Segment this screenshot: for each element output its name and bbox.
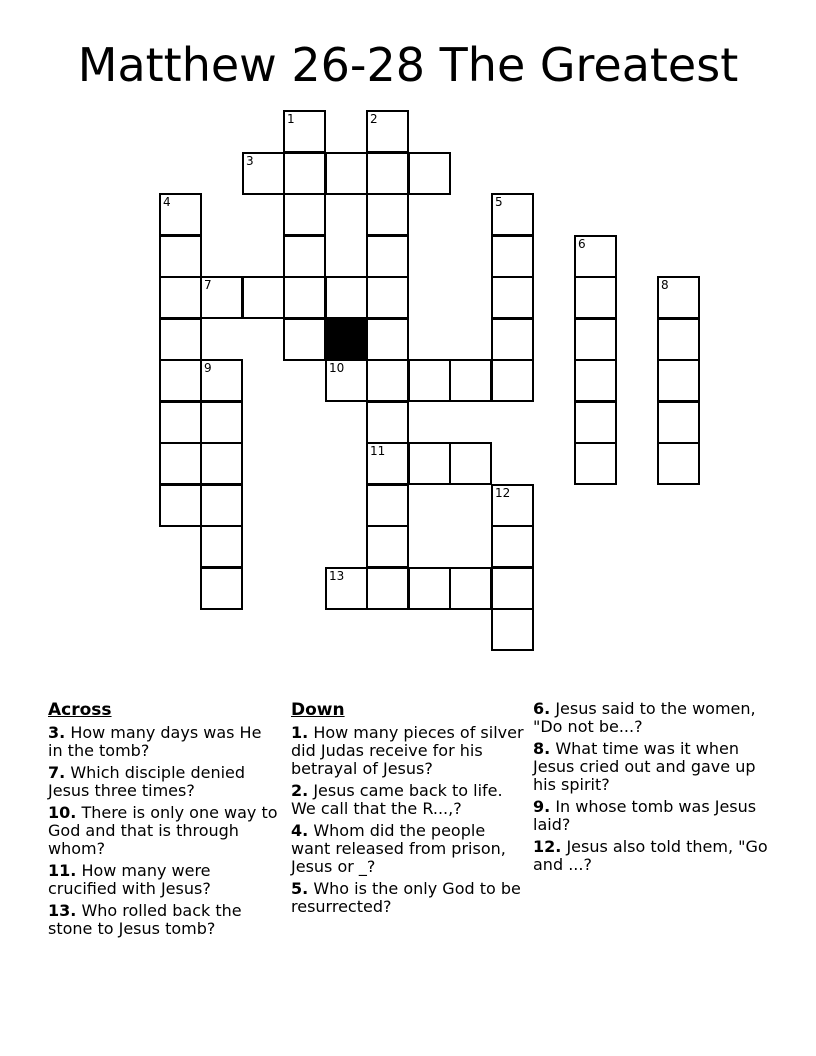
- grid-cell[interactable]: [366, 235, 409, 278]
- clue-text: Jesus also told them, "Go and ...?: [533, 837, 768, 874]
- grid-cell[interactable]: [491, 318, 534, 361]
- grid-cell[interactable]: [491, 235, 534, 278]
- grid-cell[interactable]: [325, 276, 368, 319]
- cell-number: 5: [495, 195, 503, 209]
- clue-number: 9.: [533, 797, 551, 816]
- clue-text: Who rolled back the stone to Jesus tomb?: [48, 901, 242, 938]
- clue-item: [533, 700, 773, 736]
- clue-text: Who is the only God to be resurrected?: [291, 879, 521, 916]
- cell-number: 13: [329, 569, 345, 583]
- black-cell: [325, 318, 368, 361]
- cell-number: 12: [495, 486, 511, 500]
- grid-cell[interactable]: [574, 318, 617, 361]
- clue-number: 8.: [533, 739, 551, 758]
- grid-cell[interactable]: [159, 193, 202, 236]
- clue-text: How many days was He in the tomb?: [48, 723, 262, 760]
- grid-cell[interactable]: [366, 401, 409, 444]
- clue-item: [291, 724, 526, 778]
- grid-cell[interactable]: [200, 276, 243, 319]
- across-clue-list: [48, 724, 280, 938]
- cell-number: 6: [578, 237, 586, 251]
- grid-cell[interactable]: [408, 442, 451, 485]
- grid-cell[interactable]: [408, 359, 451, 402]
- clue-text: How many were crucified with Jesus?: [48, 861, 211, 898]
- grid-cell[interactable]: [574, 442, 617, 485]
- grid-cell[interactable]: [366, 525, 409, 568]
- clue-number: 3.: [48, 723, 66, 742]
- grid-cell[interactable]: [366, 442, 409, 485]
- clue-item: [48, 724, 280, 760]
- grid-cell[interactable]: [366, 276, 409, 319]
- grid-cell[interactable]: [491, 359, 534, 402]
- down-clue-list-continued: [533, 700, 773, 874]
- grid-cell[interactable]: [574, 359, 617, 402]
- grid-cell[interactable]: [200, 525, 243, 568]
- clue-number: 5.: [291, 879, 309, 898]
- cell-number: 3: [246, 154, 254, 168]
- grid-cell[interactable]: [283, 276, 326, 319]
- grid-cell[interactable]: [283, 110, 326, 153]
- grid-cell[interactable]: [408, 567, 451, 610]
- clue-text: How many pieces of silver did Judas receive for his betrayal of Jesus?: [291, 723, 524, 778]
- clue-item: [291, 880, 526, 916]
- clue-text: Which disciple denied Jesus three times?: [48, 763, 246, 800]
- clue-text: Jesus came back to life. We call that the R...,?: [291, 781, 503, 818]
- clue-number: 2.: [291, 781, 309, 800]
- grid-cell[interactable]: [449, 442, 492, 485]
- clue-number: 1.: [291, 723, 309, 742]
- clue-number: 10.: [48, 803, 77, 822]
- grid-cell[interactable]: [159, 318, 202, 361]
- grid-cell[interactable]: [242, 276, 285, 319]
- grid-cell[interactable]: [159, 484, 202, 527]
- clue-text: There is only one way to God and that is through whom?: [48, 803, 278, 858]
- grid-cell[interactable]: [325, 152, 368, 195]
- clue-item: [533, 740, 773, 794]
- cell-number: 9: [204, 361, 212, 375]
- clue-number: 6.: [533, 699, 551, 718]
- cell-number: 1: [287, 112, 295, 126]
- cell-number: 10: [329, 361, 345, 375]
- grid-cell[interactable]: [200, 442, 243, 485]
- grid-cell[interactable]: [491, 608, 534, 651]
- grid-cell[interactable]: [325, 359, 368, 402]
- grid-cell[interactable]: [491, 525, 534, 568]
- grid-cell[interactable]: [449, 567, 492, 610]
- grid-cell[interactable]: [242, 152, 285, 195]
- grid-cell[interactable]: [283, 193, 326, 236]
- clue-item: [48, 804, 280, 858]
- down-clues: [291, 700, 526, 920]
- clue-number: 13.: [48, 901, 77, 920]
- clue-item: [291, 822, 526, 876]
- grid-cell[interactable]: [657, 276, 700, 319]
- grid-cell[interactable]: [159, 359, 202, 402]
- grid-cell[interactable]: [366, 359, 409, 402]
- clue-number: 4.: [291, 821, 309, 840]
- grid-cell[interactable]: [408, 152, 451, 195]
- grid-cell[interactable]: [283, 152, 326, 195]
- down-clues-continued: [533, 700, 773, 878]
- down-heading: Down: [291, 700, 345, 720]
- grid-cell[interactable]: [366, 110, 409, 153]
- grid-cell[interactable]: [574, 401, 617, 444]
- grid-cell[interactable]: [159, 276, 202, 319]
- clue-text: What time was it when Jesus cried out and gave up his spirit?: [533, 739, 756, 794]
- grid-cell[interactable]: [657, 318, 700, 361]
- cell-number: 2: [370, 112, 378, 126]
- grid-cell[interactable]: [574, 235, 617, 278]
- grid-cell[interactable]: [283, 235, 326, 278]
- grid-cell[interactable]: [657, 442, 700, 485]
- grid-cell[interactable]: [491, 276, 534, 319]
- grid-cell[interactable]: [200, 484, 243, 527]
- grid-cell[interactable]: [200, 359, 243, 402]
- puzzle-title: Matthew 26-28 The Greatest: [77, 38, 739, 92]
- grid-cell[interactable]: [366, 484, 409, 527]
- clue-text: Whom did the people want released from prison, Jesus or _?: [291, 821, 506, 876]
- clue-item: [48, 862, 280, 898]
- clue-item: [533, 838, 773, 874]
- cell-number: 8: [661, 278, 669, 292]
- clue-item: [48, 764, 280, 800]
- clue-text: In whose tomb was Jesus laid?: [533, 797, 757, 834]
- clue-number: 11.: [48, 861, 77, 880]
- grid-cell[interactable]: [491, 567, 534, 610]
- grid-cell[interactable]: [491, 193, 534, 236]
- grid-cell[interactable]: [159, 235, 202, 278]
- cell-number: 4: [163, 195, 171, 209]
- down-clue-list: [291, 724, 526, 916]
- grid-cell[interactable]: [574, 276, 617, 319]
- grid-cell[interactable]: [366, 152, 409, 195]
- grid-cell[interactable]: [491, 484, 534, 527]
- across-clues: [48, 700, 280, 942]
- grid-cell[interactable]: [325, 567, 368, 610]
- grid-cell[interactable]: [366, 567, 409, 610]
- grid-cell[interactable]: [283, 318, 326, 361]
- grid-cell[interactable]: [449, 359, 492, 402]
- grid-cell[interactable]: [366, 318, 409, 361]
- grid-cell[interactable]: [657, 359, 700, 402]
- clue-item: [533, 798, 773, 834]
- clue-item: [291, 782, 526, 818]
- cell-number: 11: [370, 444, 386, 458]
- clue-text: Jesus said to the women, "Do not be...?: [533, 699, 756, 736]
- clue-item: [48, 902, 280, 938]
- grid-cell[interactable]: [200, 401, 243, 444]
- grid-cell[interactable]: [159, 401, 202, 444]
- clue-number: 12.: [533, 837, 562, 856]
- grid-cell[interactable]: [657, 401, 700, 444]
- grid-cell[interactable]: [366, 193, 409, 236]
- across-heading: Across: [48, 700, 112, 720]
- clue-number: 7.: [48, 763, 66, 782]
- grid-cell[interactable]: [200, 567, 243, 610]
- cell-number: 7: [204, 278, 212, 292]
- grid-cell[interactable]: [159, 442, 202, 485]
